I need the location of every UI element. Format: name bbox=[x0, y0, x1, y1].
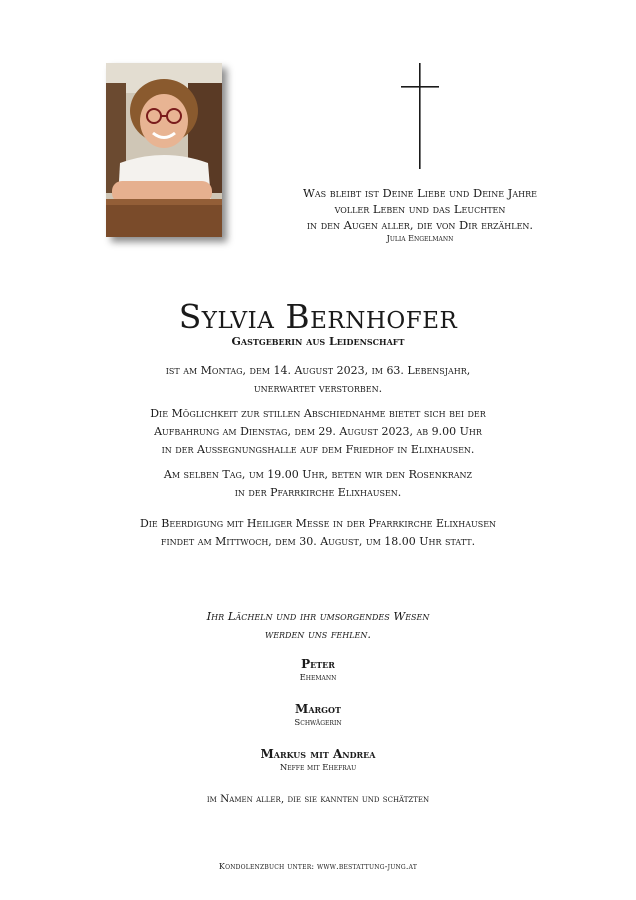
paragraph-line: in der Aussegnungshalle auf dem Friedhof in Elixhausen. bbox=[161, 443, 475, 456]
condolence-book-footer[interactable]: Kondolenzbuch unter: www.bestattung-jung.at bbox=[218, 862, 418, 871]
death-notice-paragraph bbox=[0, 362, 636, 398]
mourner-relation: Schwägerin bbox=[294, 718, 342, 728]
farewell-text bbox=[0, 607, 636, 643]
paragraph-line: Aufbahrung am Dienstag, dem 29. August 2023, ab 9.00 Uhr bbox=[154, 425, 482, 438]
paragraph-line: ist am Montag, dem 14. August 2023, im 63. Lebensjahr, bbox=[165, 364, 471, 377]
quote-line: in den Augen aller, die von Dir erzählen. bbox=[306, 218, 534, 232]
paragraph-line: Die Möglichkeit zur stillen Abschiednahme bietet sich bei der bbox=[150, 407, 486, 420]
mourner-relation: Neffe mit Ehefrau bbox=[279, 763, 357, 773]
paragraph-line: findet am Mittwoch, dem 30. August, um 18.00 Uhr statt. bbox=[160, 535, 476, 548]
funeral-paragraph bbox=[0, 515, 636, 551]
mourner-name: Markus mit Andrea bbox=[260, 747, 376, 761]
paragraph-line: unerwartet verstorben. bbox=[253, 382, 383, 395]
paragraph-line: Die Beerdigung mit Heiliger Messe in der Pfarrkirche Elixhausen bbox=[139, 517, 497, 530]
deceased-subtitle: Gastgeberin aus Leidenschaft bbox=[231, 335, 405, 348]
cross-icon bbox=[400, 63, 440, 169]
farewell-line: werden uns fehlen. bbox=[264, 627, 372, 641]
deceased-name: Sylvia Bernhofer bbox=[178, 297, 458, 336]
closing-line: im Namen aller, die sie kannten und schätzten bbox=[206, 793, 430, 805]
farewell-line: Ihr Lächeln und ihr umsorgendes Wesen bbox=[206, 609, 430, 623]
rosary-paragraph bbox=[0, 466, 636, 502]
mourner-name: Peter bbox=[301, 657, 335, 671]
quote-line: voller Leben und das Leuchten bbox=[334, 202, 506, 216]
paragraph-line: Am selben Tag, um 19.00 Uhr, beten wir den Rosenkranz bbox=[163, 468, 473, 481]
viewing-paragraph bbox=[0, 405, 636, 459]
paragraph-line: in der Pfarrkirche Elixhausen. bbox=[234, 486, 402, 499]
mourner-relation: Ehemann bbox=[299, 673, 337, 683]
quote-line: Was bleibt ist Deine Liebe und Deine Jahre bbox=[303, 186, 537, 200]
portrait-photo bbox=[106, 63, 222, 237]
mourner-name: Margot bbox=[295, 702, 341, 716]
quote-author: Julia Engelmann bbox=[386, 234, 454, 243]
memorial-quote bbox=[250, 185, 590, 233]
